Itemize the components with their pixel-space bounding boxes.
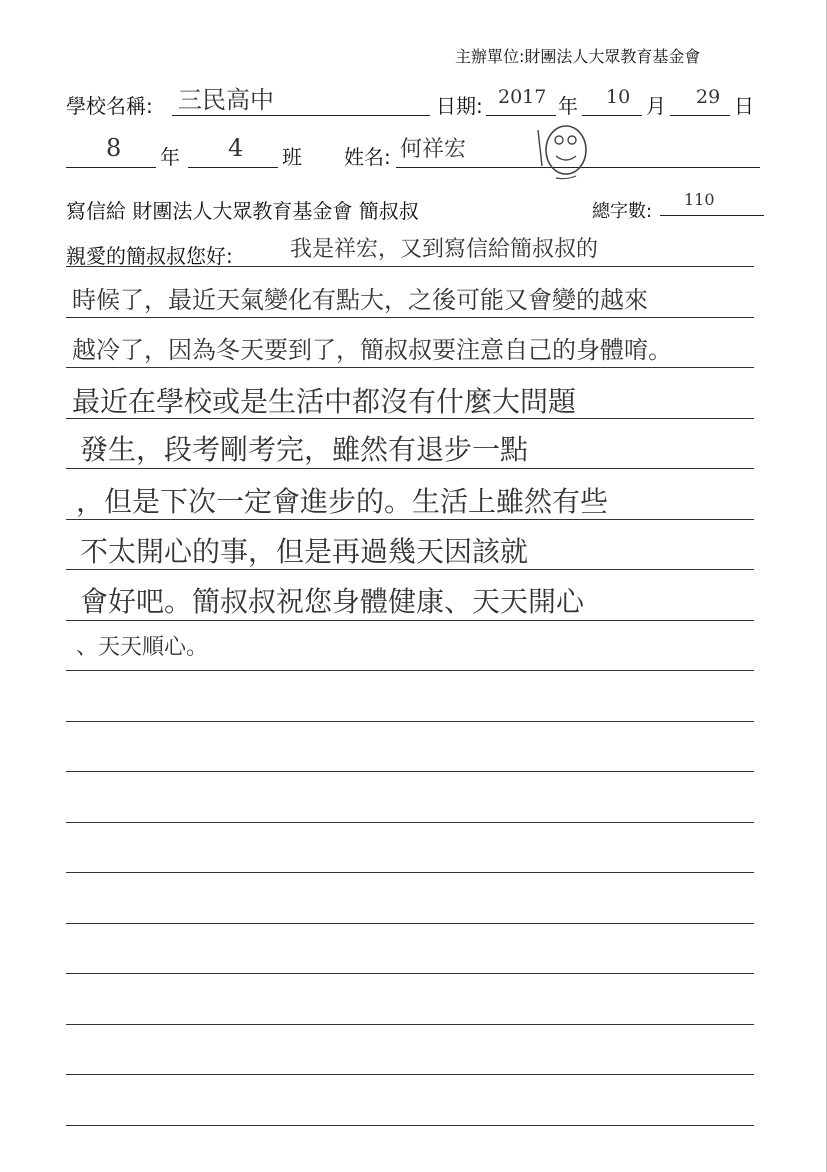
date-year-value: 2017 bbox=[498, 86, 547, 108]
doodle-stamp-icon bbox=[532, 116, 590, 182]
word-count-value: 110 bbox=[684, 190, 715, 209]
grade-value: 8 bbox=[106, 134, 122, 162]
ruled-line bbox=[66, 620, 754, 621]
class-unit: 班 bbox=[282, 145, 302, 169]
date-month-unit: 月 bbox=[646, 94, 666, 118]
greeting-label: 親愛的簡叔叔您好: bbox=[66, 244, 233, 268]
date-month-value: 10 bbox=[606, 86, 631, 108]
ruled-line bbox=[66, 468, 754, 469]
ruled-line bbox=[66, 771, 754, 772]
ruled-line bbox=[66, 317, 754, 318]
word-count-label: 總字數: bbox=[592, 201, 653, 222]
school-name-underline bbox=[172, 115, 430, 116]
ruled-line bbox=[66, 569, 754, 570]
date-day-unit: 日 bbox=[734, 94, 754, 118]
ruled-line bbox=[66, 923, 754, 924]
ruled-line bbox=[66, 973, 754, 974]
letter-line-8: 會好吧。簡叔叔祝您身體健康、天天開心 bbox=[80, 585, 585, 618]
ruled-line bbox=[66, 367, 754, 368]
grade-underline bbox=[66, 167, 156, 168]
student-name-label: 姓名: bbox=[344, 145, 391, 169]
organizer-label: 主辦單位:財團法人大眾教育基金會 bbox=[455, 47, 701, 66]
school-name-value: 三民高中 bbox=[178, 86, 274, 114]
date-year-unit: 年 bbox=[558, 94, 578, 118]
grade-unit: 年 bbox=[160, 145, 180, 169]
ruled-line bbox=[66, 670, 754, 671]
ruled-line bbox=[66, 418, 754, 419]
date-day-underline bbox=[670, 115, 730, 116]
student-name-value: 何祥宏 bbox=[400, 137, 467, 162]
letter-line-9: 、天天順心。 bbox=[76, 635, 209, 660]
school-name-label: 學校名稱: bbox=[66, 94, 153, 118]
ruled-line bbox=[66, 1024, 754, 1025]
date-month-underline bbox=[582, 115, 642, 116]
ruled-line bbox=[66, 872, 754, 873]
ruled-line bbox=[66, 266, 754, 267]
letter-line-6: ，但是下次一定會進步的。生活上雖然有些 bbox=[76, 485, 609, 518]
ruled-line bbox=[66, 1074, 754, 1075]
letter-line-2: 時候了，最近天氣變化有點大，之後可能又會變的越來 bbox=[72, 286, 648, 314]
date-label: 日期: bbox=[436, 94, 483, 118]
letter-line-3: 越冷了，因為冬天要到了，簡叔叔要注意自己的身體唷。 bbox=[72, 336, 672, 364]
ruled-line bbox=[66, 822, 754, 823]
recipient-line: 寫信給 財團法人大眾教育基金會 簡叔叔 bbox=[66, 199, 419, 223]
class-underline bbox=[188, 167, 278, 168]
ruled-line bbox=[66, 1125, 754, 1126]
letter-line-7: 不太開心的事，但是再過幾天因該就 bbox=[80, 535, 529, 568]
letter-line-5: 發生，段考剛考完，雖然有退步一點 bbox=[80, 433, 529, 466]
ruled-line bbox=[66, 721, 754, 722]
class-value: 4 bbox=[228, 134, 244, 162]
letter-line-1: 我是祥宏，又到寫信給簡叔叔的 bbox=[290, 237, 599, 262]
date-day-value: 29 bbox=[696, 86, 721, 108]
word-count-underline bbox=[660, 215, 764, 216]
letter-line-4: 最近在學校或是生活中都沒有什麼大問題 bbox=[72, 385, 577, 418]
ruled-line bbox=[66, 519, 754, 520]
